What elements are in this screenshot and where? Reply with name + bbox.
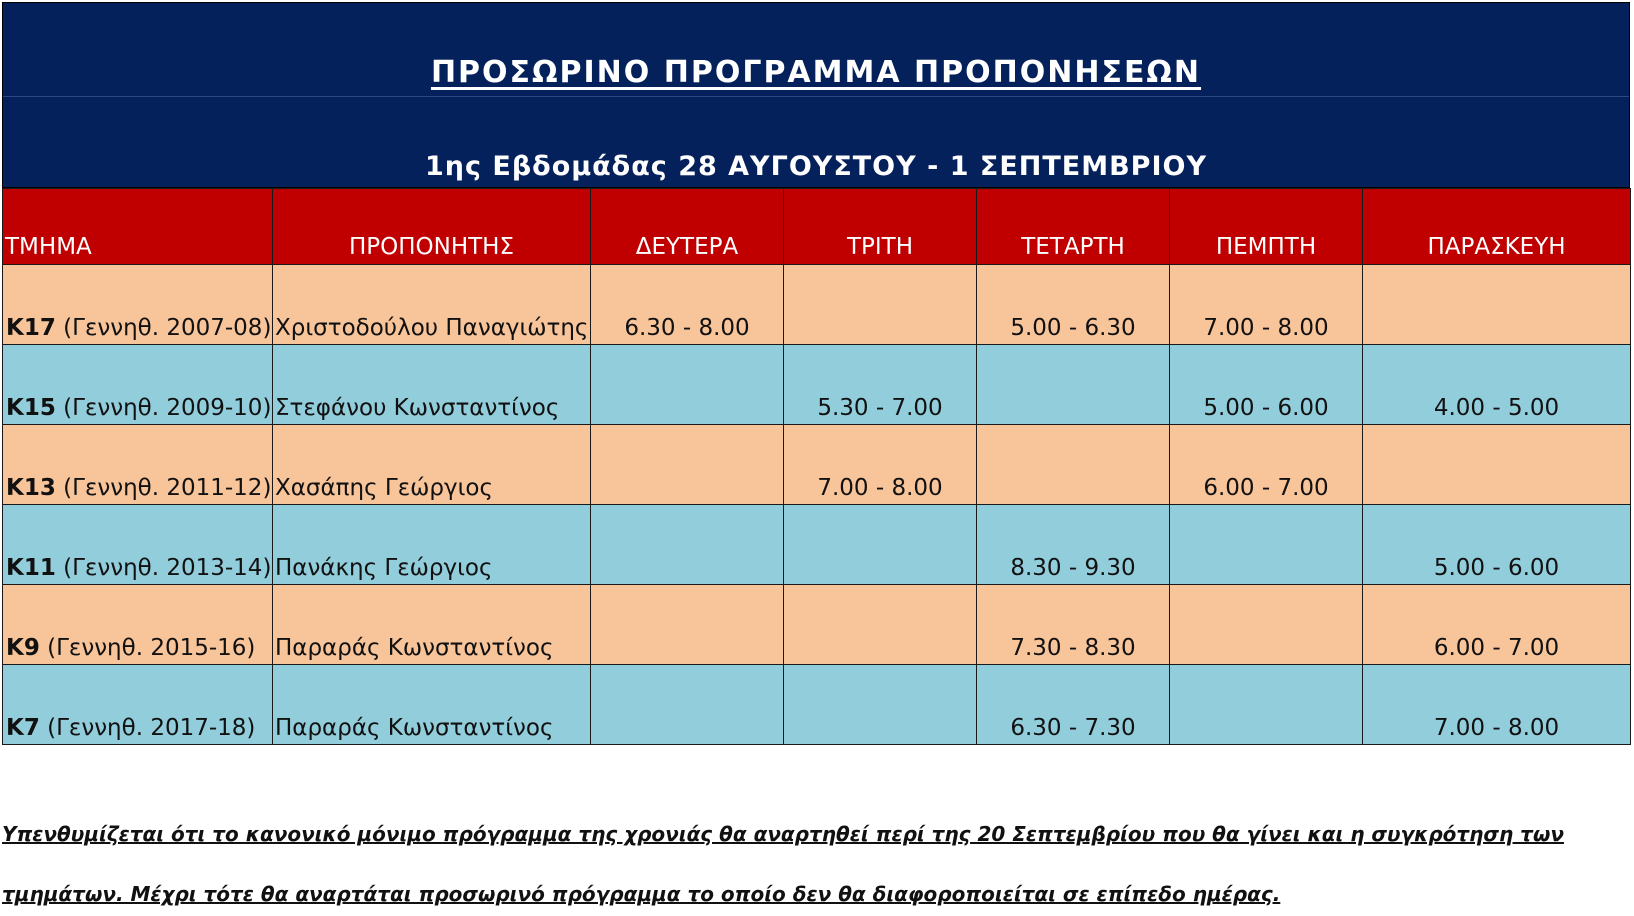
- friday-slot: 6.00 - 7.00: [1363, 585, 1631, 665]
- birth-years: (Γεννηθ. 2015-16): [39, 635, 256, 661]
- department-code: Κ7: [6, 715, 40, 741]
- coach-cell: Χριστοδούλου Παναγιώτης: [273, 265, 591, 345]
- friday-slot: 4.00 - 5.00: [1363, 345, 1631, 425]
- department-cell: [3, 425, 273, 505]
- thursday-slot: [1170, 505, 1363, 585]
- week-subtitle: 1ης Εβδομάδας 28 ΑΥΓΟΥΣΤΟΥ - 1 ΣΕΠΤΕΜΒΡΙΟΥ: [424, 151, 1208, 182]
- monday-slot: [591, 665, 784, 745]
- birth-years: (Γεννηθ. 2017-18): [39, 715, 256, 741]
- table-row: [3, 665, 1631, 745]
- department-cell: [3, 505, 273, 585]
- thursday-slot: 7.00 - 8.00: [1170, 265, 1363, 345]
- schedule-table: [2, 188, 1631, 745]
- department-code: Κ9: [6, 635, 40, 661]
- header-row: [3, 189, 1631, 265]
- table-row: [3, 505, 1631, 585]
- column-header-tuesday: ΤΡΙΤΗ: [784, 189, 977, 265]
- page-title: ΠΡΟΣΩΡΙΝΟ ΠΡΟΓΡΑΜΜΑ ΠΡΟΠΟΝΗΣΕΩΝ: [430, 55, 1202, 90]
- tuesday-slot: [784, 505, 977, 585]
- column-header-thursday: ΠΕΜΠΤΗ: [1170, 189, 1363, 265]
- birth-years: (Γεννηθ. 2011-12): [55, 475, 272, 501]
- reminder-note-line-1: Υπενθυμίζεται ότι το κανονικό μόνιμο πρόγραμμα της χρονιάς θα αναρτηθεί περί της 20 Σεπτεμβρίου που θα γίνει και η συγκρότηση των: [2, 822, 1564, 846]
- birth-years: (Γεννηθ. 2013-14): [55, 555, 272, 581]
- tuesday-slot: 5.30 - 7.00: [784, 345, 977, 425]
- coach-cell: Χασάπης Γεώργιος: [273, 425, 591, 505]
- wednesday-slot: [977, 425, 1170, 505]
- tuesday-slot: [784, 585, 977, 665]
- friday-slot: [1363, 425, 1631, 505]
- column-header-friday: ΠΑΡΑΣΚΕΥΗ: [1363, 189, 1631, 265]
- wednesday-slot: 8.30 - 9.30: [977, 505, 1170, 585]
- department-cell: [3, 345, 273, 425]
- table-row: [3, 265, 1631, 345]
- column-header-department: ΤΜΗΜΑ: [3, 189, 273, 265]
- department-cell: [3, 265, 273, 345]
- wednesday-slot: 7.30 - 8.30: [977, 585, 1170, 665]
- monday-slot: [591, 505, 784, 585]
- coach-cell: Παραράς Κωνσταντίνος: [273, 585, 591, 665]
- department-cell: [3, 665, 273, 745]
- monday-slot: [591, 425, 784, 505]
- tuesday-slot: [784, 265, 977, 345]
- wednesday-slot: 5.00 - 6.30: [977, 265, 1170, 345]
- title-banner: [2, 2, 1630, 188]
- department-cell: [3, 585, 273, 665]
- wednesday-slot: 6.30 - 7.30: [977, 665, 1170, 745]
- department-code: Κ17: [6, 315, 56, 341]
- column-header-wednesday: ΤΕΤΑΡΤΗ: [977, 189, 1170, 265]
- thursday-slot: [1170, 585, 1363, 665]
- monday-slot: [591, 585, 784, 665]
- monday-slot: [591, 345, 784, 425]
- tuesday-slot: 7.00 - 8.00: [784, 425, 977, 505]
- wednesday-slot: [977, 345, 1170, 425]
- banner-divider: [3, 96, 1629, 97]
- friday-slot: [1363, 265, 1631, 345]
- friday-slot: 5.00 - 6.00: [1363, 505, 1631, 585]
- reminder-note-line-2: τμημάτων. Μέχρι τότε θα αναρτάται προσωρινό πρόγραμμα το οποίο δεν θα διαφοροποιείται σε επίπεδο ημέρας.: [2, 882, 1281, 906]
- table-row: [3, 585, 1631, 665]
- thursday-slot: 6.00 - 7.00: [1170, 425, 1363, 505]
- coach-cell: Στεφάνου Κωνσταντίνος: [273, 345, 591, 425]
- table-row: [3, 345, 1631, 425]
- department-code: Κ15: [6, 395, 56, 421]
- thursday-slot: 5.00 - 6.00: [1170, 345, 1363, 425]
- thursday-slot: [1170, 665, 1363, 745]
- coach-cell: Παραράς Κωνσταντίνος: [273, 665, 591, 745]
- monday-slot: 6.30 - 8.00: [591, 265, 784, 345]
- birth-years: (Γεννηθ. 2007-08): [55, 315, 272, 341]
- friday-slot: 7.00 - 8.00: [1363, 665, 1631, 745]
- table-row: [3, 425, 1631, 505]
- birth-years: (Γεννηθ. 2009-10): [55, 395, 272, 421]
- tuesday-slot: [784, 665, 977, 745]
- coach-cell: Πανάκης Γεώργιος: [273, 505, 591, 585]
- department-code: Κ11: [6, 555, 56, 581]
- column-header-monday: ΔΕΥΤΕΡΑ: [591, 189, 784, 265]
- column-header-coach: ΠΡΟΠΟΝΗΤΗΣ: [273, 189, 591, 265]
- department-code: Κ13: [6, 475, 56, 501]
